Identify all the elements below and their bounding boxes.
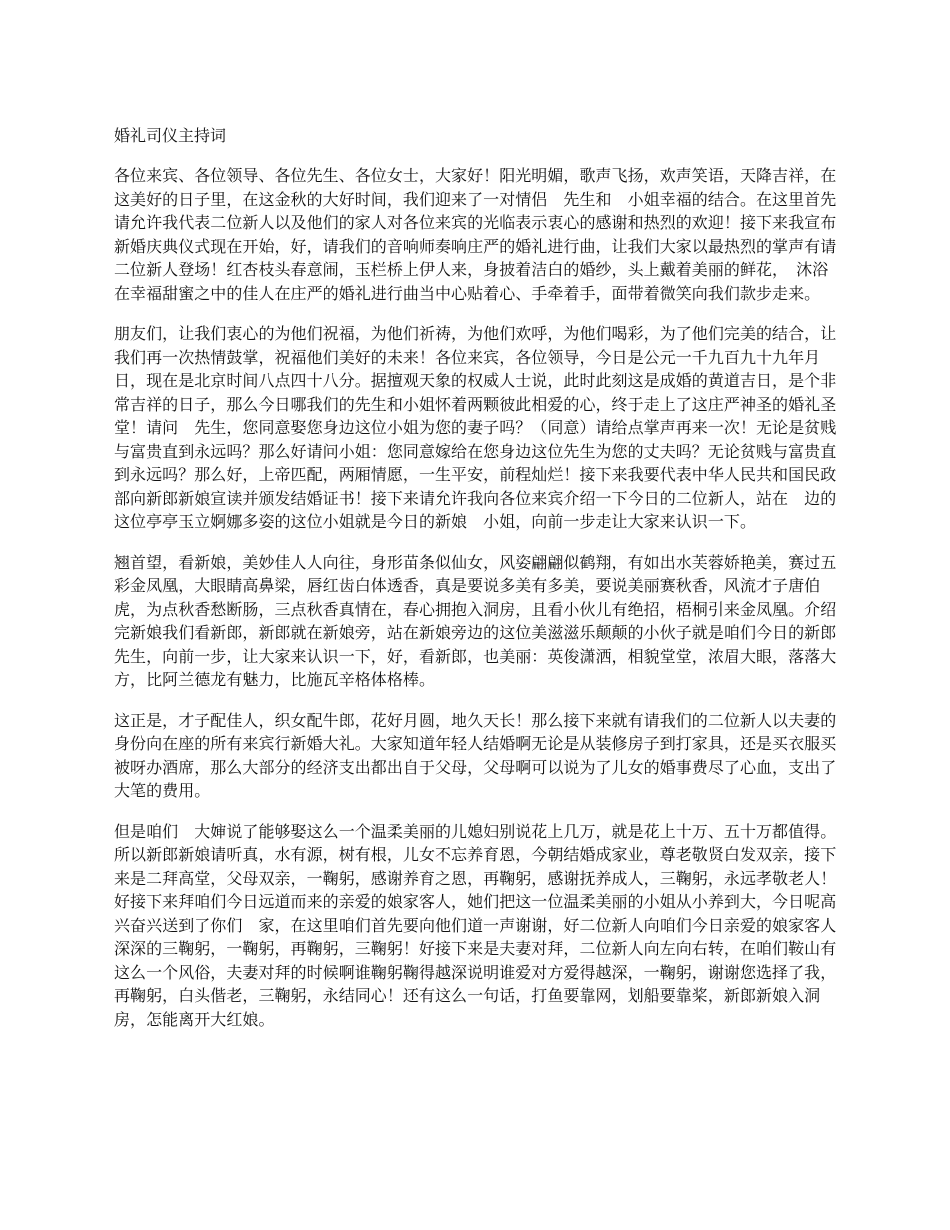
paragraph-5: 但是咱们 大婶说了能够娶这么一个温柔美丽的儿媳妇别说花上几万，就是花上十万、五十万都值得。所以新郎新娘请听真，水有源，树有根，儿女不忘养育恩，今朝结婚成家业，尊老敬贤白发双亲，接下来是二拜高堂，父母双亲，一鞠躬，感谢养育之恩，再鞠躬，感谢抚养成人，三鞠躬，永远孝敬老人！好接下来拜咱们今日远道而来的亲爱的娘家客人，她们把这一位温柔美丽的小姐从小养到大，今日呢高兴奋兴送到了你们 家，在这里咱们首先要向他们道一声谢谢，好二位新人向咱们今日亲爱的娘家客人深深的三鞠躬，一鞠躬，再鞠躬，三鞠躬！好接下来是夫妻对拜，二位新人向左向右转，在咱们鞍山有这么一个风俗，夫妻对拜的时候啊谁鞠躬鞠得越深说明谁爱对方爱得越深，一鞠躬，谢谢您选择了我，再鞠躬，白头偕老，三鞠躬，永结同心！还有这么一句话，打鱼要靠网，划船要靠桨，新郎新娘入洞房，怎能离开大红娘。 (114, 821, 837, 1029)
paragraph-3: 翘首望，看新娘，美妙佳人人向往，身形苗条似仙女，风姿翩翩似鹤翔，有如出水芙蓉娇艳美，赛过五彩金凤凰，大眼睛高鼻梁，唇红齿白体透香，真是要说多美有多美，要说美丽赛秋香，风流才子唐伯虎，为点秋香愁断肠，三点秋香真情在，春心拥抱入洞房，且看小伙儿有绝招，梧桐引来金凤凰。介绍完新娘我们看新郎，新郎就在新娘旁，站在新娘旁边的这位美滋滋乐颠颠的小伙子就是咱们今日的新郎 先生，向前一步，让大家来认识一下，好，看新郎，也美丽：英俊潇洒，相貌堂堂，浓眉大眼，落落大方，比阿兰德龙有魅力，比施瓦辛格体格棒。 (114, 552, 853, 689)
paragraph-2: 朋友们，让我们衷心的为他们祝福，为他们祈祷，为他们欢呼，为他们喝彩，为了他们完美的结合，让我们再一次热情鼓掌，祝福他们美好的未来！各位来宾，各位领导，今日是公元一千九百九十九年月 日，现在是北京时间八点四十八分。据擅观天象的权威人士说，此时此刻这是成婚的黄道吉日，是个非常吉祥的日子，那么今日哪我们的先生和小姐怀着两颗彼此相爱的心，终于走上了这庄严神圣的婚礼圣堂！请问 先生，您同意娶您身边这位小姐为您的妻子吗？（同意）请给点掌声再来一次！无论是贫贱与富贵直到永远吗？那么好请问小姐：您同意嫁给在您身边这位先生为您的丈夫吗？无论贫贱与富贵直到永远吗？那么好，上帝匹配，两厢情愿，一生平安，前程灿烂！接下来我要代表中华人民共和国民政部向新郎新娘宣读并颁发结婚证书！接下来请允许我向各位来宾介绍一下今日的二位新人，站在 边的这位亭亭玉立婀娜多姿的这位小姐就是今日的新娘 小姐，向前一步走让大家来认识一下。 (114, 324, 837, 531)
paragraph-1: 各位来宾、各位领导、各位先生、各位女士，大家好！阳光明媚，歌声飞扬，欢声笑语，天降吉祥，在这美好的日子里，在这金秋的大好时间，我们迎来了一对情侣 先生和 小姐幸福的结合。在这里首先请允许我代表二位新人以及他们的家人对各位来宾的光临表示衷心的感谢和热烈的欢迎！接下来我宣布新婚庆典仪式现在开始，好，请我们的音响师奏响庄严的婚礼进行曲，让我们大家以最热烈的掌声有请二位新人登场！红杏枝头春意闹，玉栏桥上伊人来，身披着洁白的婚纱，头上戴着美丽的鲜花， 沐浴在幸福甜蜜之中的佳人在庄严的婚礼进行曲当中心贴着心、手牵着手，面带着微笑向我们款步走来。 (114, 166, 837, 303)
paragraph-4: 这正是，才子配佳人，织女配牛郎，花好月圆，地久天长！那么接下来就有请我们的二位新人以夫妻的身份向在座的所有来宾行新婚大礼。大家知道年轻人结婚啊无论是从装修房子到打家具，还是买衣服买被呀办酒席，那么大部分的经济支出都出自于父母，父母啊可以说为了儿女的婚事费尽了心血，支出了大笔的费用。 (114, 710, 837, 800)
document-title: 婚礼司仪主持词 (114, 126, 227, 145)
document-page (114, 124, 853, 1048)
